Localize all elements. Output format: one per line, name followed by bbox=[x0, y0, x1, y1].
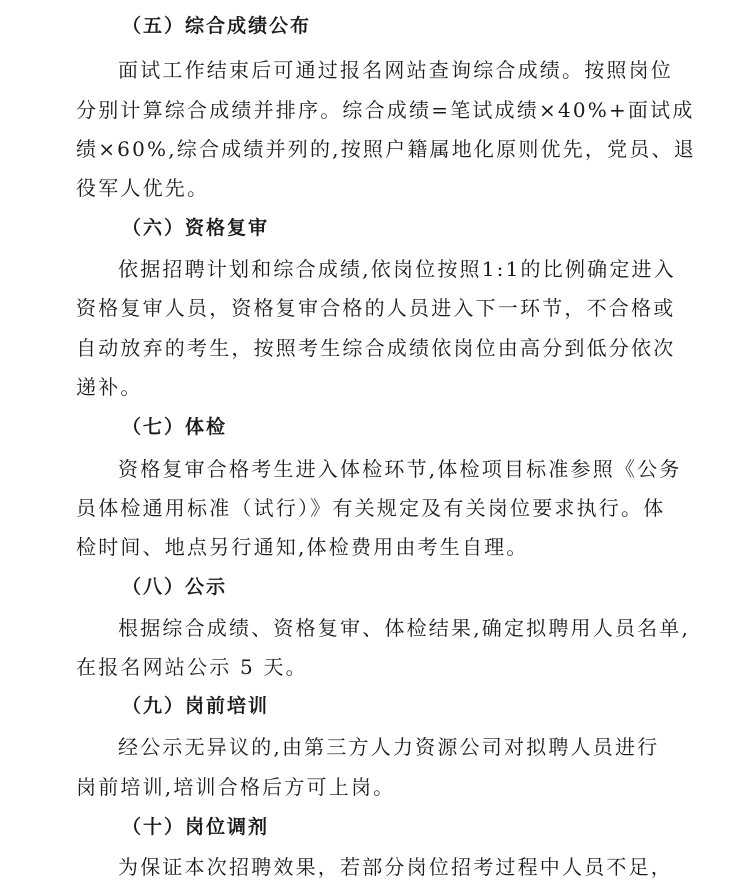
paragraph-line: 员体检通用标准（试行）》有关规定及有关岗位要求执行。体 bbox=[76, 496, 666, 520]
paragraph-line: 为保证本次招聘效果，若部分岗位招考过程中人员不足， bbox=[118, 855, 673, 879]
paragraph-line: 资格复审合格考生进入体检环节,体检项目标准参照《公务 bbox=[118, 457, 682, 481]
paragraph-line: 自动放弃的考生，按照考生综合成绩依岗位由高分到低分依次 bbox=[76, 336, 676, 360]
section-heading: （八）公示 bbox=[122, 576, 228, 598]
paragraph-line: 检时间、地点另行通知,体检费用由考生自理。 bbox=[76, 535, 529, 559]
paragraph-line: 面试工作结束后可通过报名网站查询综合成绩。按照岗位 bbox=[118, 58, 673, 82]
section-heading: （五）综合成绩公布 bbox=[122, 15, 312, 37]
paragraph-line: 岗前培训,培训合格后方可上岗。 bbox=[76, 775, 396, 799]
section-heading: （六）资格复审 bbox=[122, 217, 270, 239]
paragraph-line: 递补。 bbox=[76, 375, 143, 399]
paragraph-line: 资格复审人员，资格复审合格的人员进入下一环节，不合格或 bbox=[76, 296, 676, 320]
section-heading: （七）体检 bbox=[122, 416, 228, 438]
paragraph-line: 在报名网站公示 5 天。 bbox=[76, 655, 308, 679]
paragraph-line: 分别计算综合成绩并排序。综合成绩=笔试成绩×40%+面试成 bbox=[76, 98, 695, 122]
section-heading: （十）岗位调剂 bbox=[122, 816, 270, 838]
paragraph-line: 依据招聘计划和综合成绩,依岗位按照1:1的比例确定进入 bbox=[118, 257, 676, 281]
paragraph-line: 经公示无异议的,由第三方人力资源公司对拟聘人员进行 bbox=[118, 735, 660, 759]
paragraph-line: 役军人优先。 bbox=[76, 176, 210, 200]
section-heading: （九）岗前培训 bbox=[122, 695, 270, 717]
paragraph-line: 绩×60%,综合成绩并列的,按照户籍属地化原则优先，党员、退 bbox=[76, 137, 696, 161]
paragraph-line: 根据综合成绩、资格复审、体检结果,确定拟聘用人员名单, bbox=[118, 616, 691, 640]
